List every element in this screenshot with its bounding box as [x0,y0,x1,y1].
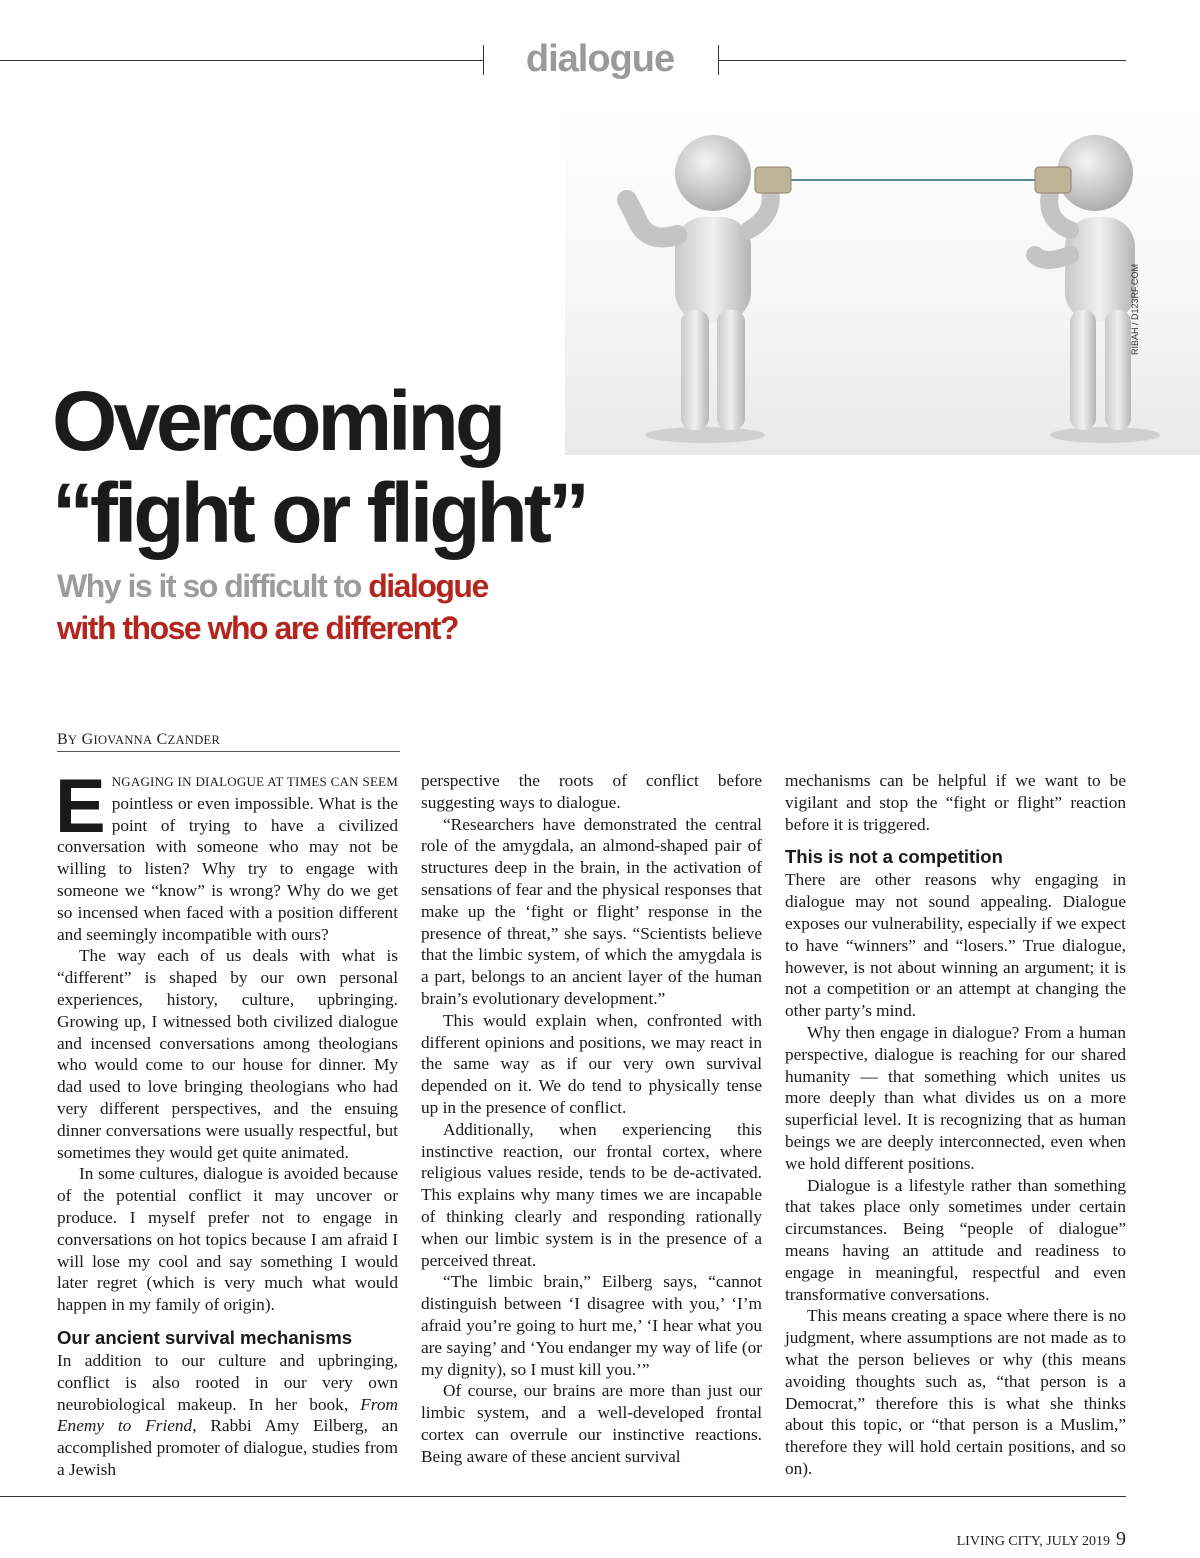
byline-last-cap: C [156,731,168,748]
page-footer [900,1528,1126,1551]
byline-first-rest: IOVANNA [93,733,153,747]
byline-last-rest: ZANDER [167,733,221,747]
title-line-2: “fight or flight” [52,466,586,560]
publication-name: LIVING CITY, JULY 2019 [956,1534,1110,1549]
footer-rule [0,1496,1126,1497]
header-rule-tick-left [483,45,484,75]
article-column-2 [421,770,762,1468]
paragraph: This means creating a space where there is no judgment, where assumptions are not made as to what the person believes or why (this means avoiding thoughts such as, “that person is a Democrat,” therefore this is what she thinks about this topic, or “that person is a Muslim,” therefore they will hold certain positions, and so on). [785,1306,1126,1478]
header-rule-right [718,60,1126,61]
article-column-1 [55,764,398,1481]
page-number: 9 [1116,1528,1126,1550]
paragraph: “The limbic brain,” Eilberg says, “cannot distinguish between ‘I disagree with you,’ ‘I’m afraid you’re going to hurt me,’ ‘I hear what you are saying’ and ‘You endanger my way of life (or my dignity), so I must kill you.’” [421,1272,762,1379]
byline-rule [57,751,400,752]
article-subtitle [57,565,677,649]
title-line-1: Overcoming [52,374,503,468]
subtitle-red-1: dialogue [368,568,488,604]
header-rule-left [0,60,483,61]
lead-text: pointless or even impossible. What is the point of trying to have a civilized conversation with someone who may not be willing to listen? Why try to engage with someone we “know” is wrong? Why do we get so incensed when faced with a position different and seemingly incompatible with ours? [57,793,398,944]
section-heading: Our ancient survival mechanisms [57,1326,353,1348]
paragraph: Additionally, when experiencing this instinctive reaction, our frontal cortex, where religious values reside, tends to be de-activated. This explains why many times we are incapable of thinking clearly and responding rationally when our limbic system is in the presence of a perceived threat. [421,1119,762,1270]
paragraph: Why then engage in dialogue? From a human perspective, dialogue is reaching for our shared humanity — that something which unites us more deeply than what divides us on a more superficial level. It is recognizing that as human beings we are deeply interconnected, even when we hold different positions. [785,1022,1126,1173]
lead-caps: NGAGING IN DIALOGUE AT TIMES CAN SEEM [111,774,398,789]
paragraph: There are other reasons why engaging in dialogue may not sound appealing. Dialogue exposes our vulnerability, especially if we expect to have “winners” and “losers.” True dialogue, however, is not about winning an argument; it is not a competition or an attempt at changing the other party’s mind. [785,870,1126,1021]
paragraph-lead [55,764,398,945]
drop-cap: E [55,764,106,849]
paragraph: This would explain when, confronted with different opinions and positions, we may react in the same way as if our very own survival depended on it. We do tend to physically tense up in the presence of conflict. [421,1010,762,1117]
article-column-3 [785,770,1126,1480]
subtitle-gray: Why is it so difficult to [57,568,369,604]
byline-by-cap: B [57,731,68,748]
paragraph: The way each of us deals with what is “different” is shaped by our own personal experiences, history, culture, upbringing. Growing up, I witnessed both civilized dialogue and incensed conversations among theologians who would come to our house for dinner. My dad used to love bringing theologians who had very different perspectives, and the ensuing dinner conversations were usually respectful, but sometimes they would get quite animated. [57,946,398,1162]
byline [57,731,220,749]
book-title: From Enemy to Friend [57,1394,398,1436]
paragraph: Of course, our brains are more than just our limbic system, and a well-developed frontal cortex can overrule our instinctive reactions. Being aware of these ancient survival [421,1381,762,1466]
paragraph: mechanisms can be helpful if we want to be vigilant and stop the “fight or flight” reaction before it is triggered. [785,771,1126,834]
byline-first-cap: G [81,731,94,748]
paragraph-text: In addition to our culture and upbringing, conflict is also rooted in our very own neurobiological makeup. In her book, [57,1350,398,1414]
paragraph: In some cultures, dialogue is avoided because of the potential conflict it may uncover or produce. I myself prefer not to engage in conversations on hot topics because I am afraid I will lose my cool and say something I would later regret (which is very much what would happen in my family of origin). [57,1164,398,1315]
paragraph: perspective the roots of conflict before suggesting ways to dialogue. [421,771,762,812]
paragraph-text: , Rabbi Amy Eilberg, an accomplished promoter of dialogue, studies from a Jewish [57,1416,398,1479]
paragraph: “Researchers have demonstrated the central role of the amygdala, an almond-shaped pair of structures deep in the brain, in the activation of sensations of fear and the physical responses that make up the ‘fight or flight’ response in the presence of threat,” she says. “Scientists believe that the limbic system, of which the amygdala is a part, belongs to an ancient layer of the human brain’s evolutionary development.” [421,814,762,1008]
byline-by-small: Y [67,733,78,747]
section-tag: dialogue [525,38,675,80]
paragraph: Dialogue is a lifestyle rather than something that takes place only sometimes under certain circumstances. Being “people of dialogue” means having an attitude and readiness to engage in meaningful, respectful and even transformative conversations. [785,1175,1126,1304]
subtitle-red-2: with those who are different? [57,610,458,646]
article-title [52,375,752,559]
section-heading: This is not a competition [785,846,1003,868]
paragraph [57,1350,398,1481]
photo-credit: RIBAH / D123RF.COM [1130,263,1140,355]
